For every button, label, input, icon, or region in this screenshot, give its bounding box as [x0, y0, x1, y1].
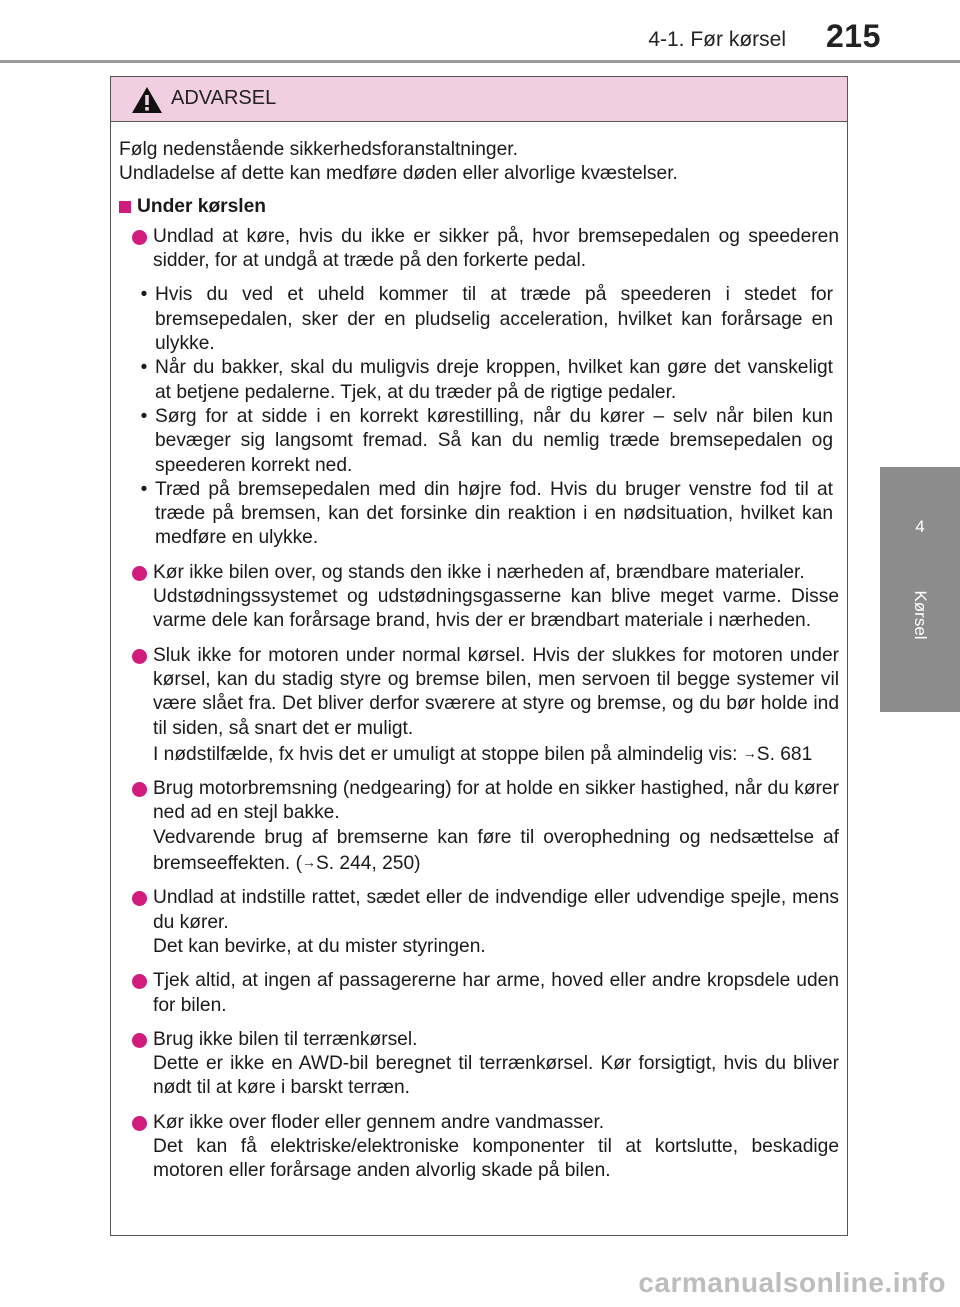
list-item — [119, 969, 839, 1018]
paragraph: Undlad at indstille rattet, sædet eller de indvendige eller udvendige spejle, mens du kører. — [153, 887, 839, 933]
paragraph — [153, 826, 839, 877]
list-item — [119, 777, 839, 876]
reference-prefix: Vedvarende brug af bremserne kan føre til overophedning og nedsættelse af bremseeffekten. ( — [153, 826, 839, 875]
paragraph: Det kan bevirke, at du mister styringen. — [153, 935, 486, 957]
paragraph: Undlad at køre, hvis du ikke er sikker på, hvor bremsepedalen og speederen sidder, for at undgå at træde på den forkerte pedal. — [153, 225, 839, 272]
paragraph: Brug ikke bilen til terrænkørsel. — [153, 1028, 418, 1050]
paragraph: Kør ikke bilen over, og stands den ikke i nærheden af, brændbare materialer. — [153, 561, 805, 583]
header-divider — [0, 60, 960, 63]
paragraph: Brug motorbremsning (nedgearing) for at holde en sikker hastighed, når du kører ned ad en stejl bakke. — [153, 778, 839, 824]
section-heading-text: Under kørslen — [137, 195, 267, 217]
list-item-text — [153, 969, 839, 1018]
sub-bullet-icon: • — [140, 405, 148, 427]
square-bullet-icon — [119, 201, 131, 213]
sub-item-text: Sørg for at sidde i en korrekt kørestilling, når du kører – selv når bilen kun bevæger sig langsomt fremad. Så kan du nemlig træde bremsepedalen og speederen korrekt ned. — [155, 405, 833, 476]
list-item — [119, 1028, 839, 1101]
list-item-text — [153, 886, 839, 959]
arrow-right-icon: → — [742, 744, 757, 761]
sub-bullet-icon: • — [140, 284, 148, 306]
paragraph: Udstødningssystemet og udstødningsgasserne kan blive meget varme. Disse varme dele kan forårsage brand, hvis der er brændbart materiale i nærheden. — [153, 586, 839, 632]
list-item-text — [153, 1028, 839, 1101]
sub-item-text: Hvis du ved et uheld kommer til at træde på speederen i stedet for bremsepedalen, sker der en pludselig acceleration, hvilket kan forårsage en ulykke. — [155, 284, 833, 355]
paragraph: Kør ikke over floder eller gennem andre vandmasser. — [153, 1111, 605, 1133]
sub-item — [133, 283, 833, 356]
paragraph: Dette er ikke en AWD-bil beregnet til terrænkørsel. Kør forsigtigt, hvis du bliver nødt til at køre i barskt terræn. — [153, 1053, 839, 1099]
list-item-text — [153, 777, 839, 876]
list-item-text — [153, 225, 839, 274]
watermark: carmanualsonline.info — [638, 1267, 946, 1298]
bullet-dot-icon — [132, 566, 147, 581]
paragraph: Tjek altid, at ingen af passagererne har arme, hoved eller andre kropsdele uden for bilen. — [153, 970, 839, 1016]
reference-prefix: I nødstilfælde, fx hvis det er umuligt at stoppe bilen på almindelig vis: — [153, 743, 743, 765]
list-item — [119, 561, 839, 634]
intro-line: Undladelse af dette kan medføre døden eller alvorlige kvæstelser. — [119, 163, 678, 185]
chapter-number: 4 — [915, 517, 925, 536]
list-item — [119, 886, 839, 959]
paragraph — [153, 741, 839, 767]
warning-header — [111, 77, 847, 122]
sub-item-text: Træd på bremsepedalen med din højre fod. Hvis du bruger venstre fod til at træde på bremsen, kan det forsinke din reaktion i en nødsituation, hvilket kan medføre en ulykke. — [155, 478, 833, 549]
warning-title: ADVARSEL — [171, 87, 277, 109]
sub-bullet-icon: • — [140, 478, 148, 500]
bullet-dot-icon — [132, 649, 147, 664]
warning-body — [111, 122, 847, 1184]
sub-item — [133, 478, 833, 551]
sub-item — [133, 356, 833, 405]
list-item — [119, 644, 839, 767]
bullet-dot-icon — [132, 230, 147, 245]
bullet-dot-icon — [132, 782, 147, 797]
list-item-text — [153, 561, 839, 634]
sub-bullet-icon: • — [140, 357, 148, 379]
arrow-right-icon: → — [301, 854, 316, 871]
list-item — [119, 1111, 839, 1184]
warning-box — [110, 76, 848, 1236]
sub-item — [133, 405, 833, 478]
list-item-text — [153, 1111, 839, 1184]
chapter-tab — [880, 465, 960, 712]
page-reference-link[interactable]: S. 244, 250) — [315, 853, 421, 875]
warning-intro — [119, 138, 839, 187]
section-title: 4-1. Før kørsel — [648, 28, 786, 51]
intro-line: Følg nedenstående sikkerhedsforanstaltninger. — [119, 139, 518, 160]
bullet-dot-icon — [132, 891, 147, 906]
sub-list — [133, 283, 833, 550]
bullet-dot-icon — [132, 974, 147, 989]
chapter-label: Kørsel — [911, 590, 930, 640]
list-item-text — [153, 644, 839, 767]
sub-item-text: Når du bakker, skal du muligvis dreje kroppen, hvilket kan gøre det vanskeligt at betjene pedalerne. Tjek, at du træder på de rigtige pedaler. — [155, 357, 833, 403]
paragraph: Det kan få elektriske/elektroniske komponenter til at kortslutte, beskadige motoren eller forårsage anden alvorlig skade på bilen. — [153, 1135, 839, 1182]
page-reference-link[interactable]: S. 681 — [756, 743, 813, 765]
warning-triangle-icon — [131, 85, 163, 115]
section-heading — [119, 195, 839, 219]
bullet-dot-icon — [132, 1116, 147, 1131]
paragraph: Sluk ikke for motoren under normal kørsel. Hvis der slukkes for motoren under kørsel, kan du stadig styre og bremse bilen, men servoen til begge systemer vil være slået fra. Det bliver derfor sværere at styre og bremse, og du bør holde ind til siden, så snart det er muligt. — [153, 644, 839, 739]
bullet-dot-icon — [132, 1033, 147, 1048]
list-item — [119, 225, 839, 274]
page-number: 215 — [826, 18, 881, 54]
